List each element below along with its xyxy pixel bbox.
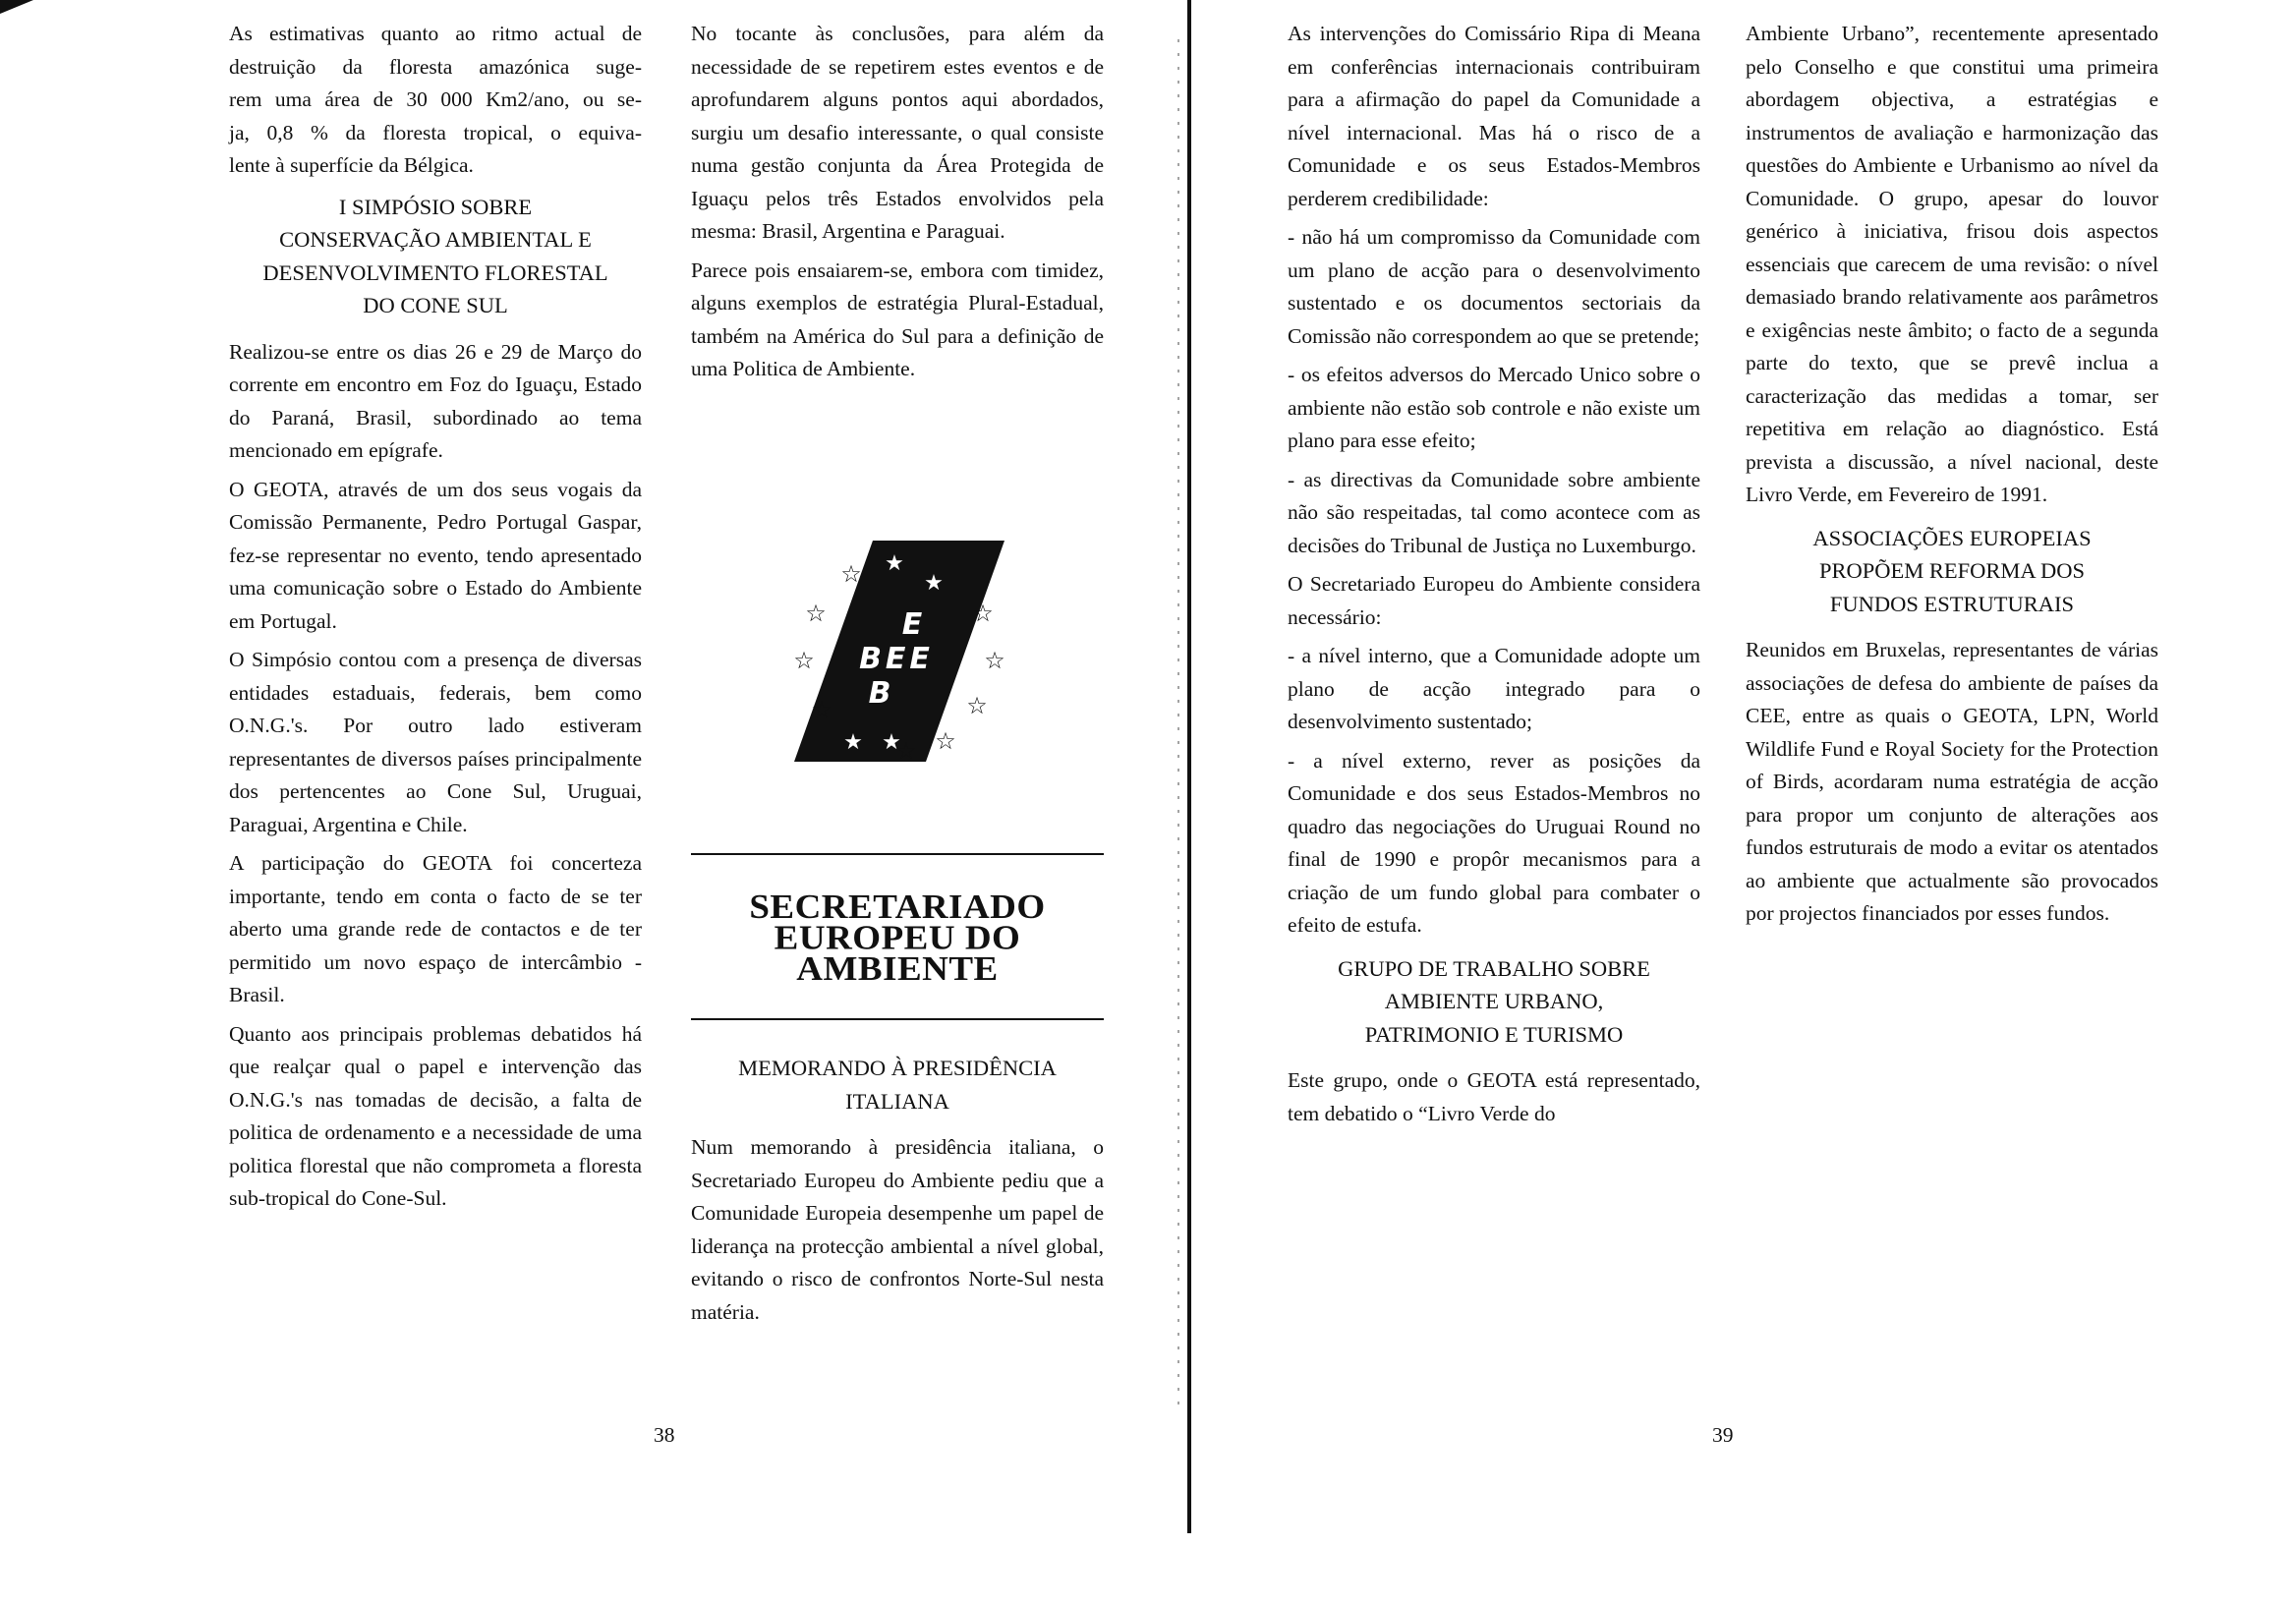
intro-line: destruição da floresta amazónica suge-	[229, 54, 642, 79]
paragraph: Ambiente Urbano”, recentemente apresentado pelo Conselho e que constitui uma primeira abordagem objectiva, a estratégias e instrumentos de avaliação e harmonização das questões do Ambiente e Urbanismo ao nível da Comunidade. O grupo, apesar do louvor genérico à iniciativa, frisou dois aspectos essenciais que carecem de uma revisão: o nível demasiado brando relativamente aos parâmetros e exigências neste âmbito; o facto de a segunda parte do texto, que se prevê inclua a caracterização das medidas a tomar, ser repetitiva em relação ao diagnóstico. Está prevista a discussão, a nível nacional, deste Livro Verde, em Fevereiro de 1991.	[1746, 22, 2158, 506]
paragraph: As intervenções do Comissário Ripa di Meana em conferências internacionais contribuiram para a afirmação do papel da Comunidade a nível internacional. Mas há o risco de a Comunidade e os seus Estados-Membros perderem credibilidade:	[1288, 22, 1700, 210]
beeb-logo	[786, 531, 1012, 767]
intro-line: lente à superfície da Bélgica.	[229, 153, 474, 177]
intro-line: rem uma área de 30 000 Km2/ano, ou se-	[229, 87, 642, 111]
left-page-column-2	[691, 18, 1104, 392]
paragraph: O Secretariado Europeu do Ambiente considera necessário:	[1288, 572, 1700, 629]
book-spine	[1187, 0, 1191, 1533]
heading-line: FUNDOS ESTRUTURAIS	[1829, 591, 2075, 616]
page-number-right: 39	[1712, 1423, 1734, 1447]
heading-line: AMBIENTE URBANO,	[1384, 989, 1604, 1013]
simposio-heading	[229, 191, 642, 322]
star-icon: ★	[924, 571, 944, 596]
heading-line: CONSERVAÇÃO AMBIENTAL E	[279, 227, 592, 252]
star-outline-icon: ☆	[793, 647, 815, 674]
intro-paragraph	[229, 18, 642, 183]
page-number-left: 38	[654, 1423, 675, 1447]
section-title-line: AMBIENTE	[796, 949, 999, 989]
section-title-line: SECRETARIADO	[749, 888, 1046, 927]
heading-line: GRUPO DE TRABALHO SOBRE	[1338, 955, 1650, 981]
star-outline-icon: ☆	[966, 692, 988, 719]
logo-letter-b: B	[868, 676, 891, 711]
heading-line: ASSOCIAÇÕES EUROPEIAS	[1812, 525, 2092, 550]
section-title	[691, 888, 1104, 989]
dash-item: - a nível externo, rever as posições da Comunidade e dos seus Estados-Membros no quadro das negociações do Uruguai Round no final de 1990 e propôr mecanismos para a criação de um fundo global para combater o efeito de estufa.	[1288, 748, 1700, 937]
section-rule-top	[691, 853, 1104, 855]
star-outline-icon: ☆	[895, 737, 917, 765]
intro-line: As estimativas quanto ao ritmo actual de	[229, 22, 642, 45]
heading-line: PROPÕEM REFORMA DOS	[1818, 558, 2086, 583]
memorando-heading	[691, 1052, 1104, 1117]
paragraph: Este grupo, onde o GEOTA está representado, tem debatido o “Livro Verde do	[1288, 1068, 1700, 1125]
paragraph: A participação do GEOTA foi concerteza importante, tendo em conta o facto de se ter aberto uma grande rede de contactos e de ter permitido um novo espaço de intercâmbio - Brasil.	[229, 851, 642, 1006]
dash-item: - os efeitos adversos do Mercado Unico sobre o ambiente não estão sob controle e não existe um plano para esse efeito;	[1288, 363, 1700, 452]
right-page-column-3	[1288, 18, 1700, 1136]
left-page-column-1	[229, 18, 642, 1222]
heading-line: I SIMPÓSIO SOBRE	[338, 194, 533, 219]
star-icon: ★	[885, 551, 904, 576]
star-icon: ★	[843, 730, 863, 755]
heading-line: ITALIANA	[845, 1088, 949, 1114]
star-outline-icon: ☆	[972, 600, 994, 627]
section-rule-bottom	[691, 1018, 1104, 1020]
star-outline-icon: ☆	[935, 727, 956, 755]
intro-line: ja, 0,8 % da floresta tropical, o equiva-	[229, 120, 642, 144]
logo-letters-bee: BEE	[859, 642, 934, 676]
star-outline-icon: ☆	[840, 560, 862, 588]
paragraph: No tocante às conclusões, para além da necessidade de se repetirem estes eventos e de aprofundarem alguns pontos aqui abordados, surgiu um desafio interessante, o qual consiste numa gestão conjunta da Área Protegida de Iguaçu pelos três Estados envolvidos pela mesma: Brasil, Argentina e Paraguai.	[691, 22, 1104, 243]
book-spine-shadow	[1177, 39, 1179, 1415]
paragraph: Num memorando à presidência italiana, o Secretariado Europeu do Ambiente pediu que a Comunidade Europeia desempenhe um papel de liderança na protecção ambiental a nível global, evitando o risco de confrontos Norte-Sul nesta matéria.	[691, 1135, 1104, 1324]
dash-item: - as directivas da Comunidade sobre ambiente não são respeitadas, tal como acontece com as decisões do Tribunal de Justiça no Luxemburgo.	[1288, 467, 1700, 557]
right-page-column-4	[1746, 18, 2158, 937]
heading-line: DO CONE SUL	[363, 293, 508, 317]
star-outline-icon: ☆	[805, 600, 827, 627]
paragraph: Parece pois ensaiarem-se, embora com timidez, alguns exemplos de estratégia Plural-Estadual, também na América do Sul para a definição de uma Politica de Ambiente.	[691, 258, 1104, 380]
section-title-line: EUROPEU DO	[774, 919, 1021, 957]
star-icon: ★	[882, 730, 901, 755]
corner-scan-mark	[0, 0, 33, 14]
heading-line: PATRIMONIO E TURISMO	[1364, 1021, 1624, 1047]
paragraph: Realizou-se entre os dias 26 e 29 de Março do corrente em encontro em Foz do Iguaçu, Estado do Paraná, Brasil, subordinado ao tema mencionado em epígrafe.	[229, 339, 642, 462]
logo-letter-e: E	[901, 607, 923, 642]
dash-item: - não há um compromisso da Comunidade com um plano de acção para o desenvolvimento sustentado e os documentos sectoriais da Comissão não correspondem ao que se pretende;	[1288, 225, 1700, 348]
grupo-trabalho-heading	[1288, 952, 1700, 1052]
paragraph: Quanto aos principais problemas debatidos há que realçar qual o papel e intervenção das O.N.G.'s nas tomadas de decisão, a falta de politica de ordenamento e a necessidade de uma politica florestal que não comprometa a floresta sub-tropical do Cone-Sul.	[229, 1021, 642, 1210]
heading-line: MEMORANDO À PRESIDÊNCIA	[738, 1056, 1057, 1080]
paragraph: Reunidos em Bruxelas, representantes de várias associações de defesa do ambiente de países da CEE, entre as quais o GEOTA, LPN, World Wildlife Fund e Royal Society for the Protection of Birds, acordaram numa estratégia de acção para propor um conjunto de alterações aos fundos estruturais de modo a evitar os atentados ao ambiente que actualmente são provocados por projectos financiados por esses fundos.	[1746, 638, 2158, 925]
star-outline-icon: ☆	[811, 696, 832, 723]
paragraph: O Simpósio contou com a presença de diversas entidades estaduais, federais, bem como O.N.G.'s. Por outro lado estiveram representantes de diversos países principalmente dos pertencentes ao Cone Sul, Uruguai, Paraguai, Argentina e Chile.	[229, 648, 642, 836]
associacoes-heading	[1746, 522, 2158, 621]
paragraph: O GEOTA, através de um dos seus vogais da Comissão Permanente, Pedro Portugal Gaspar, fez-se representar no evento, tendo apresentado uma comunicação sobre o Estado do Ambiente em Portugal.	[229, 477, 642, 633]
dash-item: - a nível interno, que a Comunidade adopte um plano de acção integrado para o desenvolvimento sustentado;	[1288, 644, 1700, 733]
left-page-column-2-lower	[691, 1042, 1104, 1335]
star-outline-icon: ☆	[984, 647, 1005, 674]
heading-line: DESENVOLVIMENTO FLORESTAL	[262, 259, 608, 285]
